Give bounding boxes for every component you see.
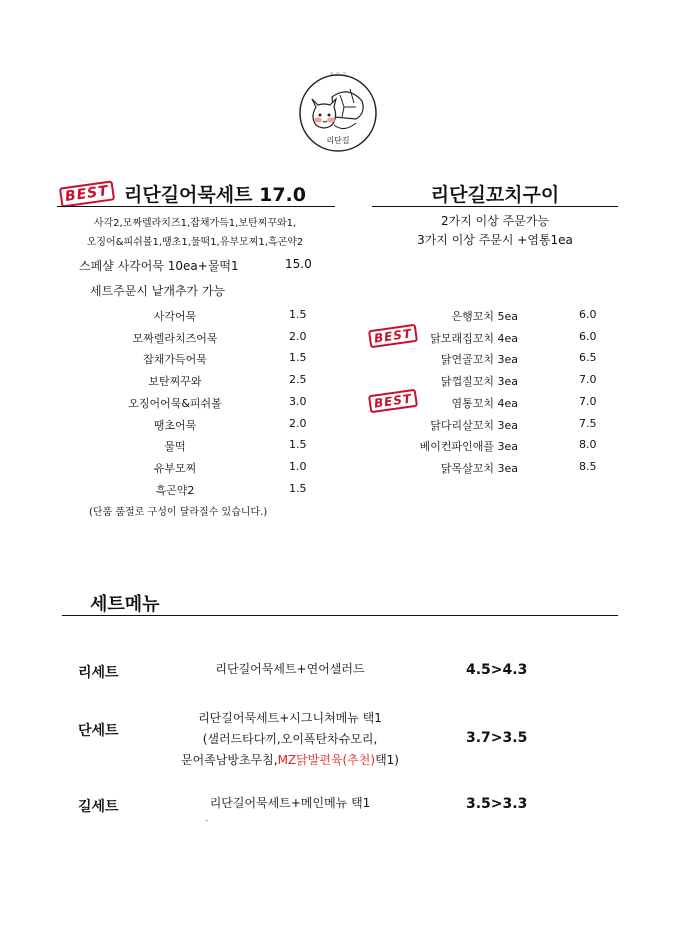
addon-name: 흑곤약2	[155, 483, 195, 497]
addon-price: 2.0	[289, 416, 307, 430]
sets-title-rule	[62, 615, 618, 616]
set-desc-line	[150, 750, 430, 771]
right-sub1: 2가지 이상 주문가능	[440, 214, 549, 228]
skewer-name: 닭연골꼬치 3ea	[440, 353, 518, 367]
best-badge: BEST	[368, 323, 418, 348]
skewer-name: 닭목살꼬치 3ea	[440, 461, 518, 475]
set-price: 4.5>4.3	[466, 662, 528, 678]
skewer-name: 닭모래집꼬치 4ea	[430, 331, 518, 345]
addon-price: 1.5	[289, 438, 307, 452]
set-desc-line: (샐러드타다끼,오이폭탄차슈모리,	[202, 732, 378, 746]
special-name: 스페샬 사각어묵 10ea+물떡1	[79, 259, 239, 273]
addon-name: 물떡	[164, 440, 186, 454]
skewer-name: 닭다리살꼬치 3ea	[430, 418, 518, 432]
addon-price: 1.5	[289, 351, 307, 365]
skewer-price: 6.5	[579, 351, 597, 365]
addon-price: 2.5	[289, 373, 307, 387]
set-contents-line1: 사각2,모짜렐라치즈1,잡채가득1,보탄찌꾸와1,	[93, 218, 297, 229]
special-price: 15.0	[285, 257, 312, 271]
skewer-price: 8.0	[579, 438, 597, 452]
addon-name: 보탄찌꾸와	[148, 375, 202, 389]
right-title-rule	[372, 206, 618, 207]
logo	[298, 73, 378, 153]
logo-top-text: ᄅ ᄃ ᄀ	[329, 73, 347, 79]
skewer-price: 6.0	[579, 329, 597, 343]
skewer-price: 7.0	[579, 394, 597, 408]
addon-name: 오징어어묵&피쉬볼	[128, 396, 222, 410]
set-name: 단세트	[78, 723, 119, 739]
left-title: 리단길어묵세트 17.0	[124, 184, 306, 206]
skewer-price: 7.0	[579, 373, 597, 387]
addon-price: 1.5	[289, 481, 307, 495]
skewer-name: 염통꼬치 4ea	[451, 396, 518, 410]
skewer-name: 닭껍질꼬치 3ea	[440, 375, 518, 389]
addon-price: 3.0	[289, 394, 307, 408]
right-title: 리단길꼬치구이	[430, 184, 560, 206]
skewer-name: 베이컨파인애플 3ea	[419, 440, 518, 454]
addon-price: 1.5	[289, 308, 307, 321]
addon-price: 2.0	[289, 329, 307, 343]
recommended-item: MZ닭발편육(추천)	[277, 753, 376, 767]
best-badge: BEST	[368, 389, 418, 414]
set-price: 3.7>3.5	[466, 730, 528, 746]
left-title-rule	[57, 206, 335, 207]
right-sub2: 3가지 이상 주문시 +염통1ea	[417, 233, 573, 247]
addon-price: 1.0	[289, 459, 307, 473]
skewer-name: 은행꼬치 5ea	[451, 310, 518, 323]
set-contents-line2: 오징어&피쉬볼1,땡초1,물떡1,유부모찌1,흑곤약2	[86, 237, 304, 248]
addon-title: 세트주문시 낱개추가 가능	[90, 284, 226, 298]
sets-title: 세트메뉴	[90, 594, 160, 615]
addon-name: 유부모찌	[153, 461, 197, 475]
addon-name: 잡채가득어묵	[143, 353, 207, 367]
set-name: 길세트	[78, 799, 119, 815]
best-badge: BEST	[59, 180, 115, 207]
addon-name: 땡초어묵	[153, 418, 197, 432]
logo-text: 리단길	[326, 136, 350, 145]
left-note: (단품 품절로 구성이 달라질수 있습니다.)	[89, 507, 268, 518]
addon-name: 사각어묵	[153, 310, 197, 323]
set-desc-line: 리단길어묵세트+메인메뉴 택1	[209, 796, 371, 810]
set-price: 3.5>3.3	[466, 796, 528, 812]
addon-name: 모짜렐라치즈어묵	[132, 331, 218, 345]
set-desc-line: 리단길어묵세트+연어샐러드	[215, 662, 365, 676]
set-desc-post: 택1)	[375, 753, 399, 767]
skewer-price: 6.0	[579, 308, 597, 321]
skewer-price: 7.5	[579, 416, 597, 430]
stray-mark: `	[205, 820, 210, 830]
skewer-price: 8.5	[579, 459, 597, 473]
set-desc-line: 리단길어묵세트+시그니쳐메뉴 택1	[198, 711, 382, 725]
set-desc-pre: 문어족남방초무침,	[181, 753, 278, 767]
set-name: 리세트	[78, 665, 119, 681]
